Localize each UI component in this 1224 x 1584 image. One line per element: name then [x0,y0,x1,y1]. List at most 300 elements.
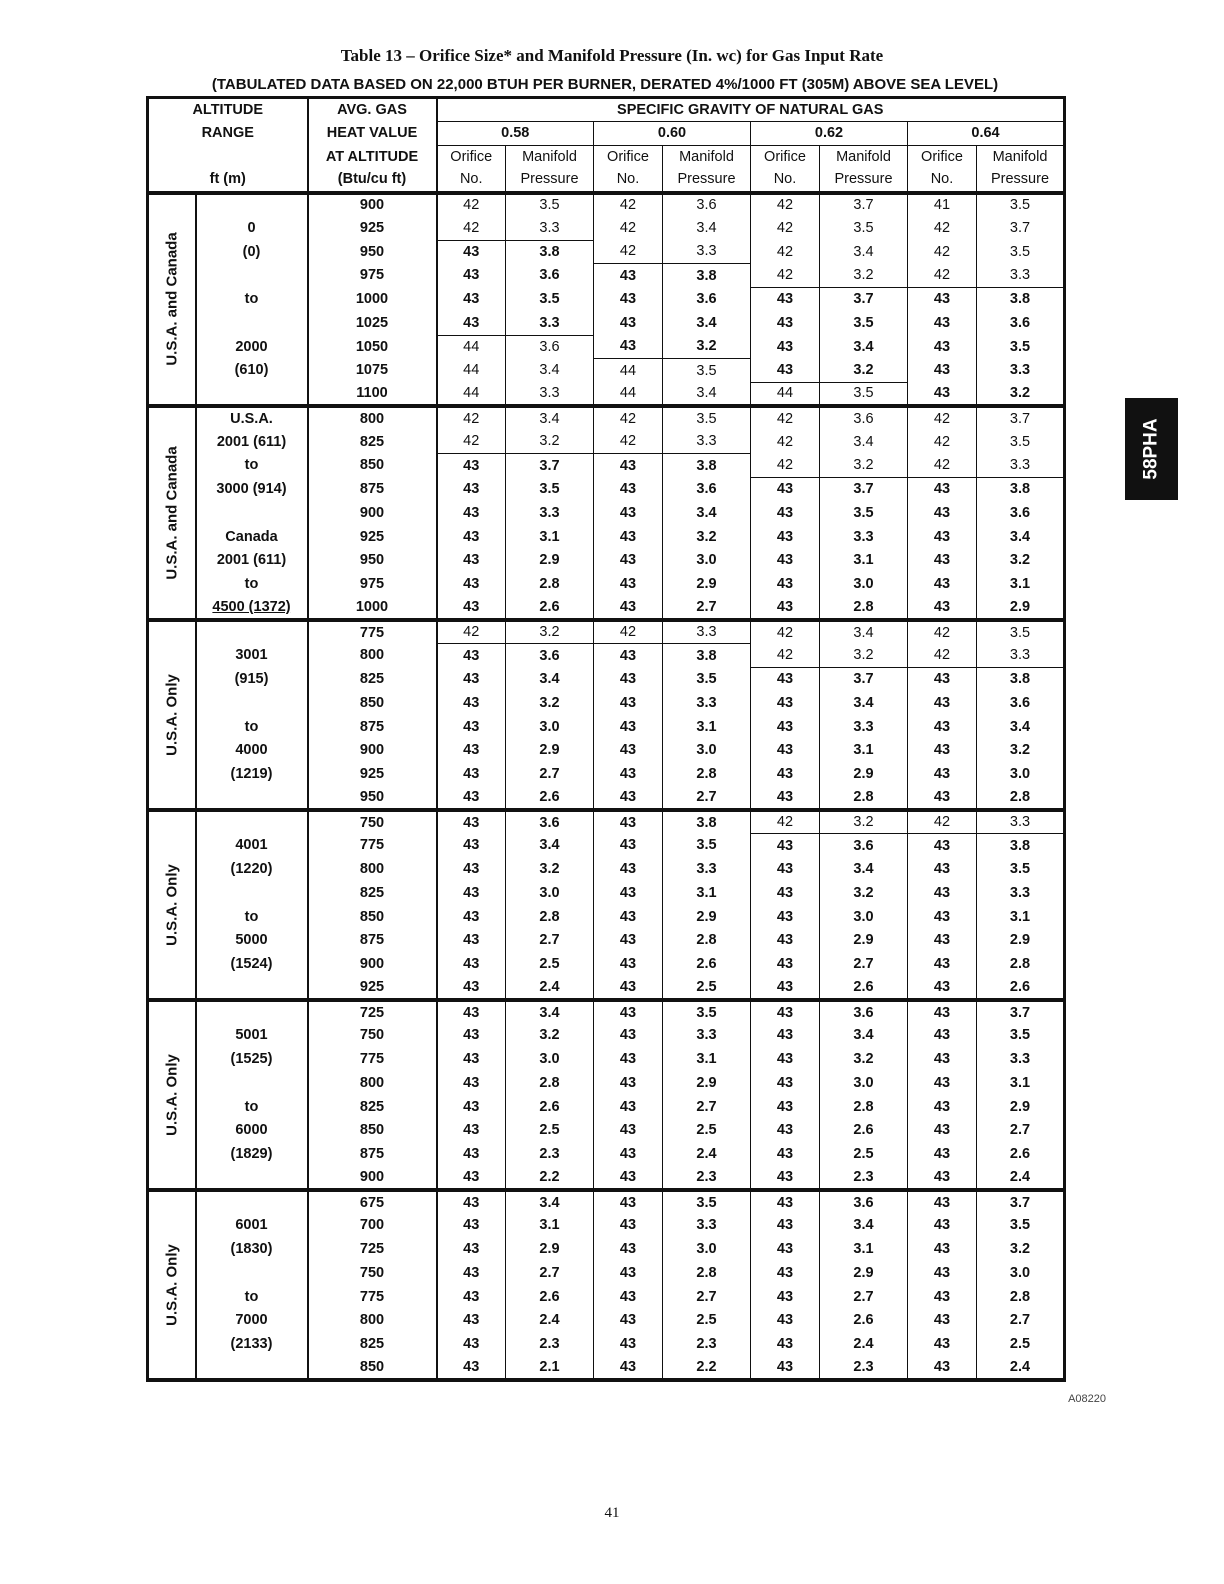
manifold-pressure-cell: 3.6 [820,1000,908,1024]
manifold-pressure-cell: 2.7 [663,1095,751,1119]
manifold-pressure-cell: 2.6 [820,1309,908,1333]
heat-value-cell: 850 [308,454,437,478]
orifice-no-cell: 43 [908,1119,977,1143]
orifice-no-cell: 42 [908,240,977,264]
manifold-pressure-cell: 2.7 [1009,1122,1031,1139]
table-row [148,311,1065,335]
manifold-pressure-cell: 3.3 [663,691,751,715]
altitude-range-label: (1524) [196,953,308,977]
manifold-pressure-cell: 3.1 [506,1214,594,1238]
orifice-no-cell: 43 [594,834,663,858]
manifold-pressure-cell: 2.9 [1009,598,1031,615]
heat-value-cell: 900 [308,953,437,977]
orifice-no-cell: 43 [437,1119,506,1143]
orifice-no-cell: 44 [594,359,663,383]
heat-value-header-line3: AT ALTITUDE [308,145,437,169]
orifice-no-cell: 43 [751,786,820,810]
manifold-pressure-cell: 2.7 [663,786,751,810]
altitude-range-label [196,264,308,288]
manifold-pressure-cell: 3.3 [663,430,751,454]
manifold-pressure-cell: 3.7 [820,193,908,217]
manifold-pressure-cell: 2.2 [663,1356,751,1380]
altitude-range-label: Canada [196,525,308,549]
heat-value-cell: 1075 [308,359,437,383]
orifice-no-cell: 43 [594,573,663,597]
orifice-no-cell: 43 [437,1143,506,1167]
manifold-pressure-cell: 3.2 [820,454,908,478]
manifold-pressure-cell: 2.7 [506,929,594,953]
orifice-no-cell: 43 [437,881,506,905]
manifold-pressure-cell: 2.9 [1009,1098,1031,1115]
table-row [148,1356,1065,1380]
orifice-no-cell: 44 [594,383,663,407]
orifice-no-cell: 43 [594,786,663,810]
orifice-no-cell: 42 [594,430,663,454]
orifice-no-cell: 43 [437,1048,506,1072]
heat-value-cell: 1000 [308,596,437,620]
table-row [148,739,1065,763]
manifold-pressure-cell: 3.6 [1009,504,1031,521]
manifold-pressure-cell: 3.3 [820,525,908,549]
orifice-no-cell: 42 [908,644,977,668]
manifold-pressure-cell: 3.3 [506,216,594,240]
manifold-pressure-cell: 3.2 [506,1024,594,1048]
orifice-no-cell: 43 [908,1143,977,1167]
manifold-pressure-cell: 2.8 [1009,956,1031,973]
manifold-pressure-cell: 3.7 [1009,410,1031,427]
manifold-pressure-cell: 3.7 [1009,1004,1031,1021]
model-side-tab-label: 58PHA [1140,418,1162,480]
manifold-pressure-cell: 3.8 [663,644,751,668]
orifice-no-cell: 43 [437,549,506,573]
manifold-pressure-cell: 2.4 [506,976,594,1000]
region-label-cell [148,406,196,620]
heat-value-cell: 900 [308,193,437,217]
manifold-pressure-cell: 2.9 [506,739,594,763]
manifold-pressure-cell: 3.4 [506,668,594,692]
altitude-range-label: to [196,715,308,739]
orifice-no-cell: 42 [751,644,820,668]
orifice-no-cell: 43 [908,1356,977,1380]
orifice-no-cell: 43 [751,763,820,787]
heat-value-cell: 825 [308,1095,437,1119]
manifold-pressure-cell: 3.5 [1009,1027,1031,1044]
orifice-no-cell: 43 [594,739,663,763]
manifold-pressure-cell: 3.5 [506,478,594,502]
orifice-no-cell: 43 [437,1166,506,1190]
manifold-pressure-cell: 3.3 [663,1214,751,1238]
altitude-range-label: (1829) [196,1143,308,1167]
manifold-header: Manifold [663,145,751,169]
heat-value-cell: 750 [308,810,437,834]
orifice-no-cell: 43 [594,1095,663,1119]
table-row [148,240,1065,264]
manifold-pressure-cell: 2.9 [663,905,751,929]
orifice-no-cell: 43 [437,1356,506,1380]
orifice-no-cell: 43 [751,1309,820,1333]
orifice-no-cell: 43 [437,478,506,502]
manifold-pressure-cell: 3.2 [820,810,908,834]
altitude-unit: ft (m) [148,169,308,193]
manifold-header: Manifold [992,148,1048,165]
orifice-no-cell: 42 [908,216,977,240]
heat-value-cell: 875 [308,929,437,953]
orifice-no-cell: 43 [594,596,663,620]
manifold-pressure-cell: 2.3 [506,1333,594,1357]
orifice-no-cell: 44 [437,335,506,359]
manifold-header-pressure: Pressure [506,169,594,193]
region-label: U.S.A. Only [163,674,181,756]
table-row [148,596,1065,620]
altitude-range-label: 2001 (611) [196,430,308,454]
orifice-no-cell: 43 [437,668,506,692]
manifold-pressure-cell: 3.3 [977,454,1065,478]
heat-value-cell: 925 [308,763,437,787]
orifice-no-cell: 43 [908,786,977,810]
manifold-pressure-cell: 3.2 [1009,742,1031,759]
orifice-no-cell: 43 [908,1309,977,1333]
orifice-no-cell: 43 [908,976,977,1000]
manifold-pressure-cell: 3.8 [506,240,594,264]
manifold-pressure-cell: 2.8 [506,1071,594,1095]
table-row [148,691,1065,715]
orifice-no-cell: 43 [437,288,506,312]
heat-value-cell: 800 [308,406,437,430]
heat-value-cell: 975 [308,264,437,288]
manifold-pressure-cell: 3.7 [506,454,594,478]
orifice-no-cell: 43 [751,573,820,597]
orifice-no-cell: 43 [594,1356,663,1380]
manifold-pressure-cell: 2.7 [663,1285,751,1309]
heat-value-cell: 925 [308,976,437,1000]
manifold-pressure-cell: 3.2 [506,430,594,454]
orifice-no-cell: 43 [437,1071,506,1095]
heat-value-cell: 975 [308,573,437,597]
orifice-no-cell: 43 [908,1333,977,1357]
orifice-no-cell: 43 [751,501,820,525]
manifold-pressure-cell: 2.8 [820,596,908,620]
orifice-no-cell: 43 [908,596,977,620]
manifold-pressure-cell: 2.5 [663,976,751,1000]
altitude-range-label: 2000 [196,335,308,359]
orifice-no-cell: 43 [594,1309,663,1333]
orifice-no-cell: 43 [594,1071,663,1095]
altitude-range-label: (1219) [196,763,308,787]
altitude-range-label: 5000 [196,929,308,953]
altitude-range-label [196,881,308,905]
orifice-no-cell: 42 [751,264,820,288]
orifice-no-cell: 43 [751,1285,820,1309]
orifice-header: Orifice [594,145,663,169]
manifold-pressure-cell: 3.6 [820,406,908,430]
manifold-pressure-cell: 3.4 [506,359,594,383]
manifold-pressure-cell: 3.3 [663,858,751,882]
orifice-no-cell: 43 [751,549,820,573]
orifice-no-cell: 43 [437,1190,506,1214]
table-row [148,430,1065,454]
manifold-pressure-cell: 3.5 [663,834,751,858]
manifold-pressure-cell: 2.8 [506,905,594,929]
altitude-range-label: U.S.A. [196,406,308,430]
table-row [148,1285,1065,1309]
orifice-no-cell: 43 [437,715,506,739]
orifice-no-cell: 43 [751,1214,820,1238]
orifice-no-cell: 43 [751,1119,820,1143]
sg-header-060: 0.60 [594,121,751,145]
orifice-no-cell: 43 [908,1048,977,1072]
altitude-range-label [196,810,308,834]
altitude-header: ALTITUDE [148,98,308,122]
heat-value-cell: 875 [308,1143,437,1167]
orifice-no-cell: 43 [751,1190,820,1214]
orifice-header-no: No. [908,169,977,193]
altitude-range-label [196,1356,308,1380]
heat-value-cell: 725 [308,1000,437,1024]
manifold-pressure-cell: 2.6 [663,953,751,977]
orifice-no-cell: 43 [751,1166,820,1190]
orifice-no-cell: 43 [908,1024,977,1048]
orifice-no-cell: 42 [751,240,820,264]
manifold-pressure-cell: 3.8 [1009,291,1031,308]
orifice-no-cell: 43 [751,834,820,858]
manifold-pressure-cell: 3.4 [663,216,751,240]
orifice-no-cell: 43 [908,1166,977,1190]
sg-header-062: 0.62 [751,121,908,145]
orifice-no-cell: 43 [594,953,663,977]
table-row [148,549,1065,573]
orifice-no-cell: 43 [437,240,506,264]
orifice-no-cell: 43 [437,501,506,525]
altitude-range-label: (915) [196,668,308,692]
manifold-pressure-cell: 3.6 [1009,314,1031,331]
manifold-pressure-cell: 3.5 [663,1000,751,1024]
orifice-no-cell: 43 [594,311,663,335]
orifice-no-cell: 43 [908,288,977,312]
manifold-pressure-cell: 3.5 [1009,1217,1031,1234]
orifice-no-cell: 43 [751,1261,820,1285]
manifold-pressure-cell: 3.4 [506,1190,594,1214]
manifold-pressure-cell: 3.4 [820,691,908,715]
heat-value-cell: 1100 [308,383,437,407]
table-row [148,810,1065,834]
table-row [148,786,1065,810]
heat-value-cell: 775 [308,834,437,858]
altitude-range-label: 4000 [196,739,308,763]
heat-value-cell: 800 [308,644,437,668]
table-row [148,216,1065,240]
region-label: U.S.A. Only [163,1244,181,1326]
orifice-no-cell: 43 [594,858,663,882]
manifold-pressure-cell: 3.1 [1009,908,1031,925]
manifold-pressure-cell: 3.5 [1009,243,1031,260]
table-row [148,383,1065,407]
manifold-pressure-cell: 3.4 [820,335,908,359]
manifold-pressure-cell: 3.6 [506,335,594,359]
altitude-range-label [196,501,308,525]
manifold-pressure-cell: 3.5 [1009,624,1031,641]
manifold-pressure-cell: 3.3 [663,240,751,264]
manifold-pressure-cell: 3.0 [820,573,908,597]
orifice-no-cell: 43 [437,1024,506,1048]
manifold-pressure-cell: 3.7 [820,668,908,692]
altitude-range-label: to [196,1285,308,1309]
orifice-no-cell: 43 [908,1095,977,1119]
altitude-range-label: 6000 [196,1119,308,1143]
altitude-range-label: 2001 (611) [196,549,308,573]
orifice-header: Orifice [437,145,506,169]
region-label-cell [148,620,196,810]
heat-value-cell: 800 [308,1071,437,1095]
table-row [148,1333,1065,1357]
table-row [148,1309,1065,1333]
orifice-no-cell: 43 [751,1333,820,1357]
manifold-pressure-cell: 2.8 [663,929,751,953]
orifice-no-cell: 42 [594,620,663,644]
orifice-no-cell: 43 [437,1261,506,1285]
heat-value-cell: 825 [308,668,437,692]
table-row [148,858,1065,882]
orifice-no-cell: 43 [908,1261,977,1285]
manifold-pressure-cell: 2.7 [663,596,751,620]
manifold-pressure-cell: 3.7 [820,478,908,502]
orifice-no-cell: 43 [437,264,506,288]
orifice-no-cell: 42 [751,430,820,454]
manifold-pressure-cell: 3.0 [663,739,751,763]
heat-value-cell: 825 [308,881,437,905]
manifold-pressure-cell: 2.4 [663,1143,751,1167]
orifice-no-cell: 42 [908,454,977,478]
manifold-pressure-cell: 2.6 [506,1285,594,1309]
manifold-pressure-cell: 2.3 [820,1166,908,1190]
orifice-no-cell: 42 [908,430,977,454]
manifold-pressure-cell: 2.2 [506,1166,594,1190]
orifice-no-cell: 42 [437,193,506,217]
table-row [148,976,1065,1000]
heat-value-cell: 775 [308,620,437,644]
heat-value-cell: 875 [308,478,437,502]
altitude-range-label [196,786,308,810]
manifold-pressure-cell: 3.6 [1009,694,1031,711]
orifice-no-cell: 43 [751,1356,820,1380]
orifice-no-cell: 43 [437,644,506,668]
table-row [148,763,1065,787]
orifice-no-cell: 43 [437,810,506,834]
manifold-pressure-cell: 3.3 [820,715,908,739]
orifice-no-cell: 43 [908,1071,977,1095]
orifice-no-cell: 43 [751,715,820,739]
orifice-no-cell: 43 [908,311,977,335]
orifice-no-cell: 43 [594,1261,663,1285]
orifice-no-cell: 42 [437,406,506,430]
manifold-pressure-cell: 3.3 [977,644,1065,668]
manifold-pressure-cell: 3.4 [663,383,751,407]
orifice-no-cell: 43 [908,573,977,597]
manifold-pressure-cell: 3.8 [663,264,751,288]
orifice-no-cell: 43 [437,976,506,1000]
manifold-pressure-cell: 2.6 [1009,978,1031,995]
manifold-pressure-cell: 3.2 [820,1048,908,1072]
table-row [148,834,1065,858]
table-row [148,668,1065,692]
orifice-no-cell: 43 [594,644,663,668]
manifold-header-pressure: Pressure [663,169,751,193]
specific-gravity-header: SPECIFIC GRAVITY OF NATURAL GAS [437,98,1065,122]
altitude-range-label: 3001 [196,644,308,668]
orifice-no-cell: 43 [751,1048,820,1072]
orifice-no-cell: 43 [594,454,663,478]
manifold-pressure-cell: 3.4 [820,620,908,644]
heat-value-cell: 825 [308,1333,437,1357]
orifice-no-cell: 43 [594,810,663,834]
orifice-no-cell: 42 [594,406,663,430]
orifice-no-cell: 43 [437,454,506,478]
altitude-range-label: 4001 [196,834,308,858]
table-title: Table 13 – Orifice Size* and Manifold Pressure (In. wc) for Gas Input Rate [340,46,884,65]
manifold-pressure-cell: 3.4 [1009,718,1031,735]
manifold-pressure-cell: 3.1 [820,549,908,573]
altitude-range-label [196,691,308,715]
manifold-pressure-cell: 3.1 [663,715,751,739]
orifice-no-cell: 43 [594,1214,663,1238]
region-label-cell [148,1000,196,1190]
orifice-no-cell: 42 [908,810,977,834]
orifice-no-cell: 43 [908,383,977,407]
manifold-pressure-cell: 3.2 [1009,385,1031,402]
model-side-tab [1125,398,1178,500]
table-row [148,478,1065,502]
manifold-pressure-cell: 2.6 [506,596,594,620]
orifice-no-cell: 43 [437,1238,506,1262]
table-subtitle: (TABULATED DATA BASED ON 22,000 BTUH PER BURNER, DERATED 4%/1000 FT (305M) ABOVE SEA LEVEL) [211,76,999,93]
manifold-pressure-cell: 2.5 [820,1143,908,1167]
orifice-no-cell: 43 [594,549,663,573]
manifold-pressure-cell: 3.6 [820,834,908,858]
manifold-pressure-cell: 2.8 [663,1261,751,1285]
manifold-header: Manifold [820,145,908,169]
altitude-range-label: to [196,905,308,929]
heat-value-cell: 750 [308,1024,437,1048]
altitude-range-label [196,976,308,1000]
orifice-no-cell: 43 [908,668,977,692]
table-row [148,881,1065,905]
orifice-no-cell: 43 [594,1333,663,1357]
manifold-pressure-cell: 2.6 [820,1119,908,1143]
manifold-pressure-cell: 3.5 [663,668,751,692]
heat-value-cell: 850 [308,691,437,715]
orifice-no-cell: 43 [594,668,663,692]
manifold-pressure-cell: 2.8 [1009,1288,1031,1305]
altitude-range-label: 3000 (914) [196,478,308,502]
orifice-no-cell: 44 [437,383,506,407]
orifice-no-cell: 43 [594,1143,663,1167]
altitude-range-label [196,1000,308,1024]
table-row [148,193,1065,217]
orifice-no-cell: 43 [437,929,506,953]
orifice-no-cell: 43 [594,1024,663,1048]
altitude-range-label: 4500 (1372) [196,596,308,620]
orifice-no-cell: 43 [594,691,663,715]
manifold-pressure-cell: 2.6 [506,1095,594,1119]
manifold-pressure-cell: 2.7 [1009,1312,1031,1329]
heat-value-cell: 1000 [308,288,437,312]
manifold-pressure-cell: 3.0 [1009,1264,1031,1281]
altitude-range-label: (1830) [196,1238,308,1262]
orifice-no-cell: 43 [751,359,820,383]
heat-value-cell: 800 [308,1309,437,1333]
orifice-no-cell: 43 [751,1238,820,1262]
heat-value-cell: 950 [308,786,437,810]
manifold-pressure-cell: 3.5 [820,311,908,335]
